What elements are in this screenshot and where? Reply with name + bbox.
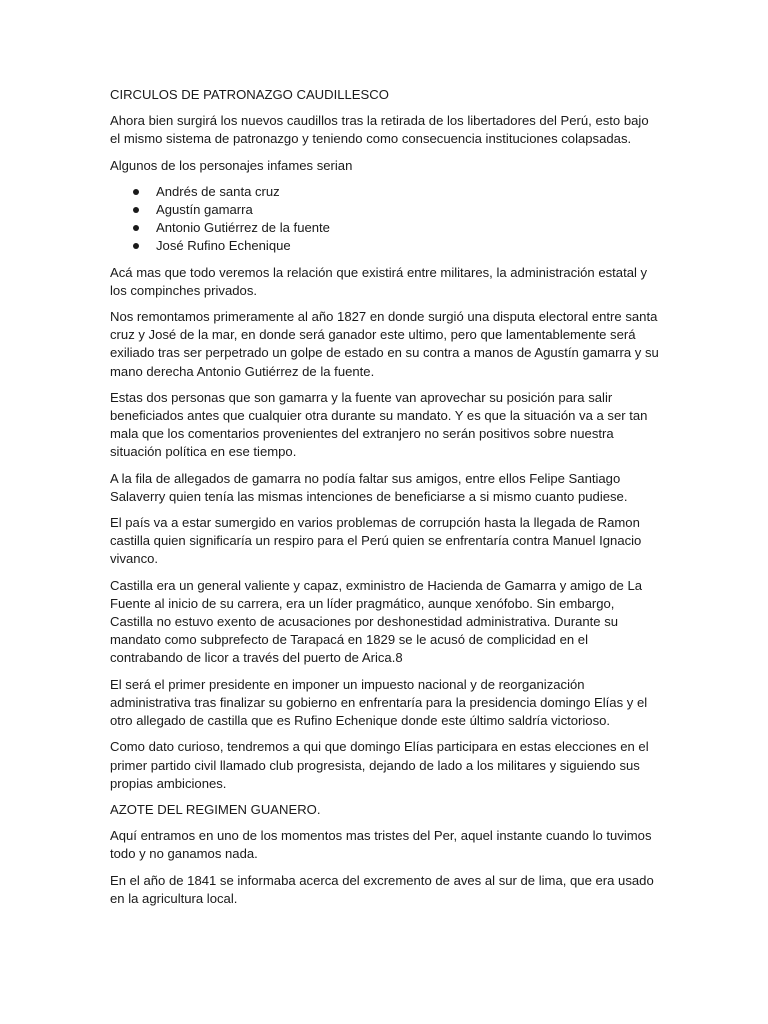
paragraph: Aquí entramos en uno de los momentos mas tristes del Per, aquel instante cuando lo tuvimos todo y no ganamos nada. (110, 828, 652, 862)
section-heading-guanero: AZOTE DEL REGIMEN GUANERO. (110, 801, 321, 817)
paragraph: Castilla era un general valiente y capaz, exministro de Hacienda de Gamarra y amigo de La Fuente al inicio de su carrera, era un líder pragmático, aunque xenófobo. Sin embargo, Castilla no estuvo exento de acusaciones por deshonestidad administrativa. Durante su mandato como subprefecto de Tarapacá en 1829 se le acusó de complicidad en el contrabando de licor a través del puerto de Arica.8 (110, 577, 643, 666)
paragraph: Ahora bien surgirá los nuevos caudillos tras la retirada de los libertadores del Perú, esto bajo el mismo sistema de patronazgo y teniendo como consecuencia instituciones colapsadas. (110, 113, 649, 147)
paragraph: Como dato curioso, tendremos a qui que domingo Elías participara en estas elecciones en el primer partido civil llamado club progresista, dejando de lado a los militares y siguiendo sus propias ambiciones. (110, 739, 649, 791)
list-item-label: Agustín gamarra (156, 202, 253, 218)
paragraph: En el año de 1841 se informaba acerca del excremento de aves al sur de lima, que era usado en la agricultura local. (110, 872, 654, 906)
document-page (110, 86, 660, 916)
paragraph: El país va a estar sumergido en varios problemas de corrupción hasta la llegada de Ramon castilla quien significaría un respiro para el Perú quien se enfrentaría contra Manuel Ignacio vivanco. (110, 515, 642, 567)
list-item-label: Andrés de santa cruz (156, 183, 280, 199)
list-item (110, 237, 660, 255)
bullet-list (110, 183, 660, 256)
bullet-icon (133, 243, 139, 249)
bullet-icon (133, 207, 139, 213)
list-item (110, 183, 660, 201)
list-item-label: Antonio Gutiérrez de la fuente (156, 220, 330, 236)
list-item (110, 201, 660, 219)
paragraph: El será el primer presidente en imponer un impuesto nacional y de reorganización administrativa tras finalizar su gobierno en enfrentaría para la presidencia domingo Elías y el otro allegado de castilla que es Rufino Echenique donde este último saldría victorioso. (110, 676, 648, 729)
list-item (110, 219, 660, 237)
section-heading-patronazgo: CIRCULOS DE PATRONAZGO CAUDILLESCO (110, 87, 389, 102)
paragraph: A la fila de allegados de gamarra no podía faltar sus amigos, entre ellos Felipe Santiago Salaverry quien tenía las mismas intenciones de beneficiarse a si mismo cuanto pudiese. (110, 470, 628, 504)
list-item-label: José Rufino Echenique (156, 238, 291, 254)
paragraph: Acá mas que todo veremos la relación que existirá entre militares, la administración estatal y los compinches privados. (110, 264, 648, 298)
bullet-icon (133, 225, 139, 231)
bullet-icon (133, 189, 139, 195)
paragraph: Algunos de los personajes infames serian (110, 157, 353, 173)
paragraph: Nos remontamos primeramente al año 1827 en donde surgió una disputa electoral entre santa cruz y José de la mar, en donde será ganador este ultimo, pero que lamentablemente será exiliado tras ser perpetrado un golpe de estado en su contra a manos de Agustín gamarra y su mano derecha Antonio Gutiérrez de la fuente. (110, 309, 659, 379)
paragraph: Estas dos personas que son gamarra y la fuente van aprovechar su posición para salir beneficiados antes que cualquier otra durante su mandato. Y es que la situación va a ser tan mala que los comentarios provenientes del extranjero no serán positivos sobre nuestra situación política en ese tiempo. (110, 389, 648, 460)
